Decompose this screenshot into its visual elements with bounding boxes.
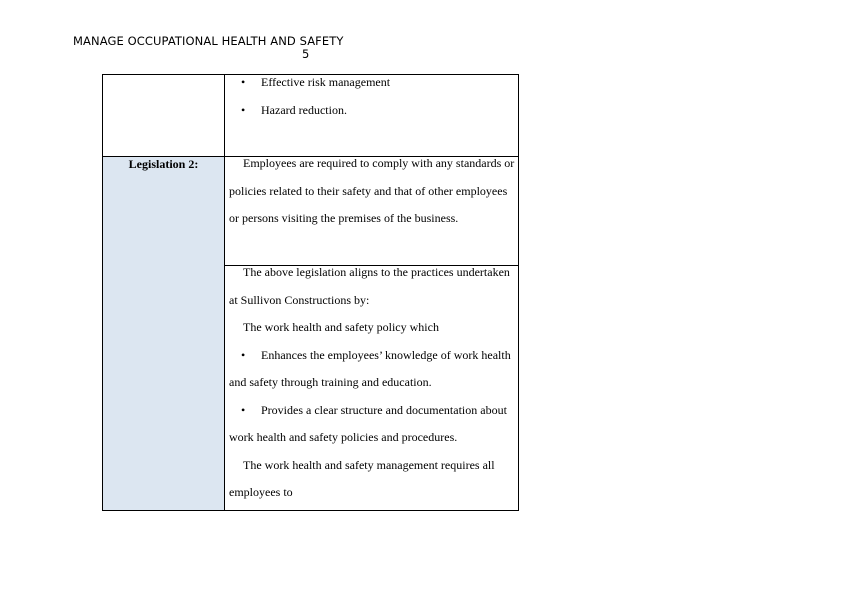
paragraph [225, 314, 518, 342]
table-cell-content [225, 266, 519, 511]
list-item [225, 103, 518, 117]
list-item [225, 342, 518, 397]
bullet-text: Provides a clear structure and documentation about work health and safety policies and procedures. [229, 402, 507, 444]
paragraph [225, 452, 518, 507]
paragraph-text: The above legislation aligns to the practices undertaken at Sullivon Constructions by: [229, 265, 510, 307]
legislation-table [102, 74, 519, 511]
paragraph-text: The work health and safety management requires all employees to [229, 457, 495, 499]
table-cell-content [225, 157, 519, 266]
bullet-text: Enhances the employees’ knowledge of work health and safety through training and education. [229, 347, 511, 389]
bullet-icon: • [241, 103, 246, 117]
bullet-text: Effective risk management [261, 75, 391, 89]
page-number: 5 [302, 47, 310, 61]
table-cell-content [225, 75, 519, 157]
table-row [103, 157, 519, 266]
legislation-label: Legislation 2: [128, 157, 199, 171]
table-cell-label [103, 157, 225, 511]
bullet-text: Hazard reduction. [261, 103, 347, 117]
paragraph-text: The work health and safety policy which [243, 320, 439, 334]
table-cell-label-empty [103, 75, 225, 157]
paragraph [225, 259, 518, 314]
list-item [225, 397, 518, 452]
bullet-icon: • [241, 347, 246, 362]
bullet-icon: • [241, 402, 246, 417]
header-title: MANAGE OCCUPATIONAL HEALTH AND SAFETY [73, 34, 344, 48]
list-item [225, 75, 518, 89]
paragraph-text: Employees are required to comply with any standards or policies related to their safety and that of other employees or persons visiting the premises of the business. [229, 156, 515, 225]
bullet-icon: • [241, 75, 246, 89]
paragraph [225, 150, 518, 233]
table-row [103, 75, 519, 157]
